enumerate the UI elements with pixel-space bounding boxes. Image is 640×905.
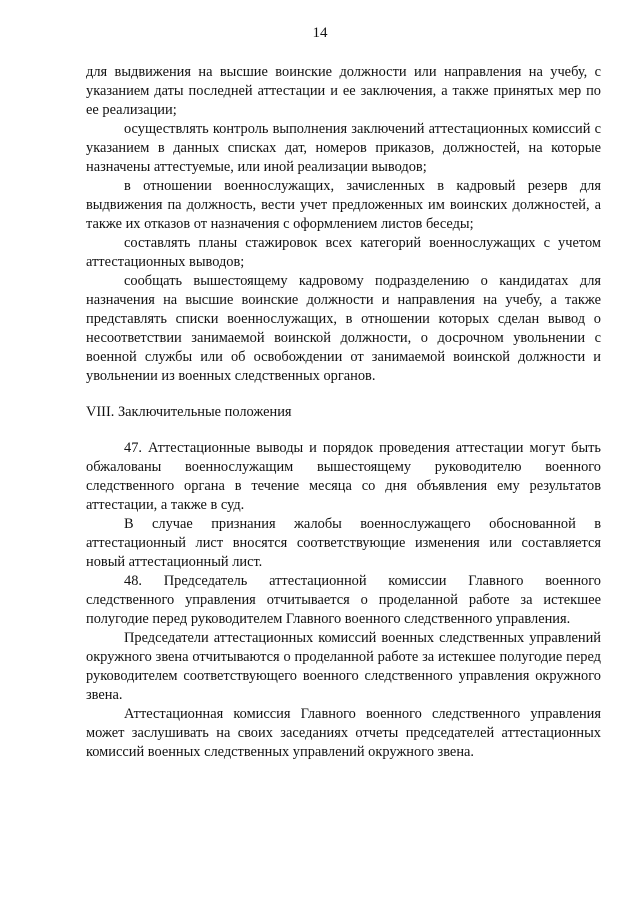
document-body (86, 63, 601, 762)
section-heading: VIII. Заключительные положения (86, 404, 292, 420)
paragraph-district-chairmen-report: Председатели аттестационных комиссий военных следственных управлений окружного звена отчитываются о проделанной работе за истекшее полугодие перед руководителем соответствующего военного следственного управления окружного звена. (86, 630, 601, 703)
paragraph-control-conclusions: осуществлять контроль выполнения заключений аттестационных комиссий с указанием в данных списках дат, номеров приказов, должностей, на которые назначены аттестуемые, или иной реализации выводов; (86, 121, 601, 175)
paragraph-internship-plans: составлять планы стажировок всех категорий военнослужащих с учетом аттестационных выводов; (86, 235, 601, 270)
paragraph-personnel-reserve: в отношении военнослужащих, зачисленных в кадровый резерв для выдвижения па должность, вести учет предложенных им воинских должностей, а также их отказов от назначения с оформлением листов беседы; (86, 178, 601, 232)
paragraph-complaint-justified: В случае признания жалобы военнослужащего обоснованной в аттестационный лист вносятся соответствующие изменения или составляется новый аттестационный лист. (86, 516, 601, 570)
paragraph-47-appeal: 47. Аттестационные выводы и порядок проведения аттестации могут быть обжалованы военнослужащим вышестоящему руководителю военного следственного органа в течение месяца со дня объявления ему результатов аттестации, а также в суд. (86, 440, 601, 513)
paragraph-report-candidates: сообщать вышестоящему кадровому подразделению о кандидатах для назначения на высшие воинские должности и направления на учебу, а также представлять списки военнослужащих, в отношении которых сделан вывод о несоответствии занимаемой воинской должности, о досрочном увольнении с военной службы или об освобождении от занимаемой воинской должности и увольнении из военных следственных органов. (86, 273, 601, 384)
paragraph-continuation: для выдвижения на высшие воинские должности или направления на учебу, с указанием даты последней аттестации и ее заключения, а также принятых мер по ее реализации; (86, 64, 601, 118)
paragraph-48-chairman-report: 48. Председатель аттестационной комиссии Главного военного следственного управления отчитывается о проделанной работе за истекшее полугодие перед руководителем Главного военного следственного управления. (86, 573, 601, 627)
page-number: 14 (312, 25, 328, 41)
paragraph-commission-hearings: Аттестационная комиссия Главного военного следственного управления может заслушивать на своих заседаниях отчеты председателей аттестационных комиссий военных следственных управлений окружного звена. (86, 706, 601, 760)
